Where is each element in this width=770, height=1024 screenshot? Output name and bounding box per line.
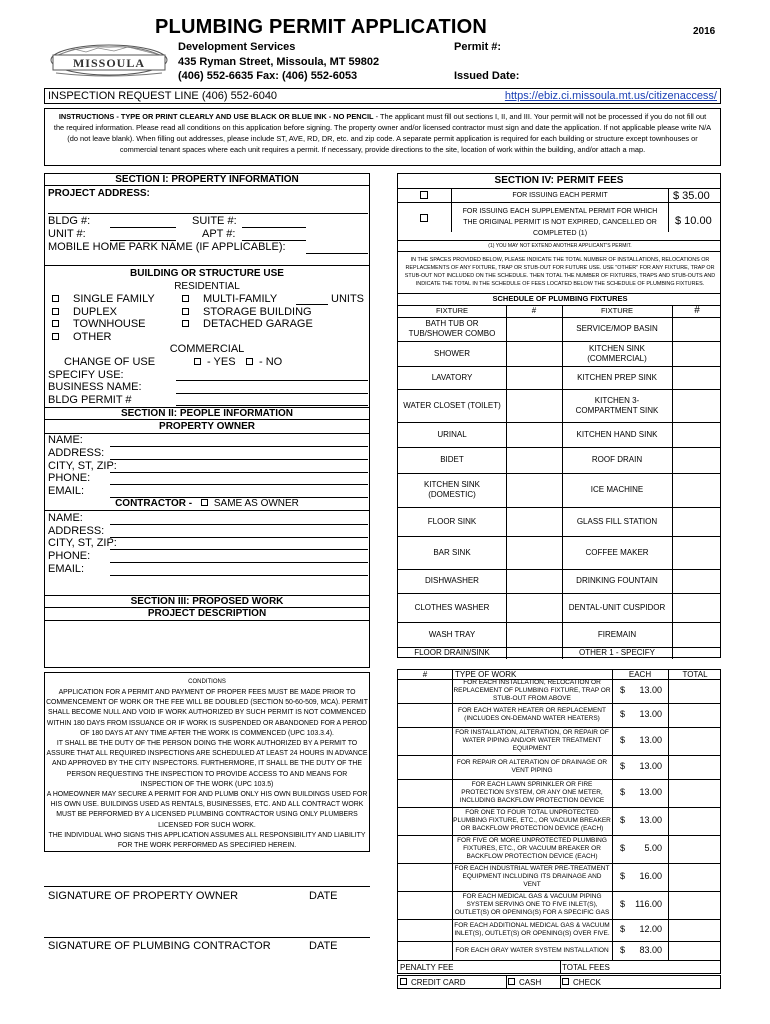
instructions-heading: INSTRUCTIONS - TYPE OR PRINT CLEARLY AND USE BLACK OR BLUE INK - NO PENCIL xyxy=(58,112,374,121)
contractor-email-label: EMAIL: xyxy=(48,563,85,575)
checkbox[interactable] xyxy=(52,295,59,302)
citizen-access-link[interactable]: https://ebiz.ci.missoula.mt.us/citizenaccess/ xyxy=(504,90,717,102)
work-total-header: TOTAL xyxy=(682,669,708,679)
owner-name-field[interactable] xyxy=(110,446,368,447)
fixture-left-10: CLOTHES WASHER xyxy=(414,602,490,612)
checkbox[interactable] xyxy=(182,295,189,302)
fixture-right-12: OTHER 1 - SPECIFY xyxy=(578,648,655,657)
fixture-left-count[interactable] xyxy=(507,422,561,447)
fixture-right-count[interactable] xyxy=(673,622,721,647)
bldg-permit-field[interactable] xyxy=(176,405,368,406)
fixture-right-6: ICE MACHINE xyxy=(590,485,644,494)
work-total-8[interactable] xyxy=(669,891,721,919)
mobile-home-label: MOBILE HOME PARK NAME (IF APPLICABLE): xyxy=(48,241,286,253)
work-count-0[interactable] xyxy=(398,679,452,703)
checkbox[interactable] xyxy=(182,320,189,327)
change-of-use-no[interactable] xyxy=(246,356,282,368)
penalty-fee-label: PENALTY FEE xyxy=(400,963,454,972)
page-title: PLUMBING PERMIT APPLICATION xyxy=(155,16,488,38)
work-fee-5: 13.00 xyxy=(639,815,662,825)
work-type-1: FOR EACH WATER HEATER OR REPLACEMENT (INCLUDES ON-DEMAND WATER HEATERS) xyxy=(458,707,606,722)
fixture-left-count[interactable] xyxy=(507,622,561,647)
work-total-3[interactable] xyxy=(669,755,721,779)
num-col-header-right: # xyxy=(694,305,700,316)
work-fee-dollar-6: $ xyxy=(620,843,626,853)
fixture-left-5: BIDET xyxy=(440,455,464,464)
note-extend-permit: (1) YOU MAY NOT EXTEND ANOTHER APPLICANT'S PERMIT. xyxy=(488,242,632,249)
work-type-7: FOR EACH INDUSTRIAL WATER PRE-TREATMENT EQUIPMENT INCLUDING ITS DRAINAGE AND VENT xyxy=(454,865,610,888)
section-3-title: SECTION III: PROPOSED WORK xyxy=(44,595,370,608)
fixture-right-count[interactable] xyxy=(673,317,721,341)
fee-1-label: FOR ISSUING EACH PERMIT xyxy=(512,191,608,199)
work-total-1[interactable] xyxy=(669,703,721,727)
work-fee-8: 116.00 xyxy=(635,899,662,909)
project-address-label: PROJECT ADDRESS: xyxy=(48,188,150,199)
specify-use-label: SPECIFY USE: xyxy=(48,369,124,381)
credit-card-option[interactable] xyxy=(400,978,466,987)
fixture-left-count[interactable] xyxy=(507,507,561,536)
project-description-field[interactable] xyxy=(45,622,369,667)
work-total-4[interactable] xyxy=(669,779,721,807)
dept-name: Development Services xyxy=(178,41,296,53)
work-count-5[interactable] xyxy=(398,807,452,835)
fixture-left-8: BAR SINK xyxy=(433,547,471,557)
townhouse-label: TOWNHOUSE xyxy=(73,318,146,330)
checkbox[interactable] xyxy=(52,320,59,327)
owner-city-field[interactable] xyxy=(110,472,368,473)
fixture-right-1: KITCHEN SINK (COMMERCIAL) xyxy=(587,343,647,363)
fixture-left-9: DISHWASHER xyxy=(425,576,479,585)
mobile-home-field[interactable] xyxy=(306,253,368,254)
work-total-7[interactable] xyxy=(669,863,721,891)
note-schedule-instructions: IN THE SPACES PROVIDED BELOW, PLEASE INDICATE THE TOTAL NUMBER OF INSTALLATIONS, RELOCATIONS OR REPLACEMENTS OF ANY FIXTURE, TRAP OR STUB-OUT FOR FUTURE USE. USE "OTHER" FOR ANY FIXTURE, TRAP OR STUB-OUT NOT INCLUDED ON THE SCHEDULE. THEN TOTAL THE NUMBER OF FIXTURES, TRAPS AND STUB-OUTS AND INDICATE THE TOTAL IN THE SCHEDULE OF FEES LOCATED BELOW THE SCHEDULE OF PLUMBING FIXTURES. xyxy=(404,257,716,287)
work-count-9[interactable] xyxy=(398,919,452,941)
checkbox[interactable] xyxy=(400,978,407,985)
owner-email-label: EMAIL: xyxy=(48,485,85,497)
contractor-date-label: DATE xyxy=(309,940,338,952)
issued-date-label: Issued Date: xyxy=(454,70,520,82)
fixture-right-count[interactable] xyxy=(673,647,721,659)
work-total-2[interactable] xyxy=(669,727,721,755)
work-count-2[interactable] xyxy=(398,727,452,755)
specify-use-field[interactable] xyxy=(176,380,368,381)
work-fee-dollar-1: $ xyxy=(620,709,626,719)
fixture-left-count[interactable] xyxy=(507,536,561,569)
business-name-field[interactable] xyxy=(176,393,368,394)
fixture-left-count[interactable] xyxy=(507,341,561,366)
work-fee-dollar-3: $ xyxy=(620,761,626,771)
checkbox[interactable] xyxy=(562,978,569,985)
multi-family-label: MULTI-FAMILY xyxy=(203,293,278,305)
fixture-left-count[interactable] xyxy=(507,447,561,473)
form-year: 2016 xyxy=(693,26,716,37)
work-count-3[interactable] xyxy=(398,755,452,779)
conditions-title: CONDITIONS xyxy=(188,679,226,685)
fixture-right-4: KITCHEN HAND SINK xyxy=(576,429,658,439)
work-total-6[interactable] xyxy=(669,835,721,863)
fee-2-label: FOR ISSUING EACH SUPPLEMENTAL PERMIT FOR WHICH THE ORIGINAL PERMIT IS NOT EXPIRED, CANCELLED OR COMPLETED (1) xyxy=(462,207,658,237)
fixture-right-count[interactable] xyxy=(673,507,721,536)
fixture-left-0: BATH TUB OR TUB/SHOWER COMBO xyxy=(408,319,496,338)
missoula-logo xyxy=(48,43,170,77)
contractor-phone-label: PHONE: xyxy=(48,550,91,562)
fee-1-checkbox[interactable] xyxy=(420,191,428,199)
project-description-title: PROJECT DESCRIPTION xyxy=(147,608,267,619)
schedule-title: SCHEDULE OF PLUMBING FIXTURES xyxy=(492,294,628,303)
business-name-label: BUSINESS NAME: xyxy=(48,381,142,393)
suite-field[interactable] xyxy=(242,227,306,228)
work-type-4: FOR EACH LAWN SPRINKLER OR FIRE PROTECTION SYSTEM, OR ANY ONE METER, INCLUDING BACKFLOW PROTECTION DEVICE xyxy=(459,781,605,804)
units-label: UNITS xyxy=(331,293,364,305)
property-owner-title: PROPERTY OWNER xyxy=(159,421,255,432)
fixture-left-count[interactable] xyxy=(507,366,561,389)
fixture-right-5: ROOF DRAIN xyxy=(591,455,643,464)
work-type-9: FOR EACH ADDITIONAL MEDICAL GAS & VACUUM INLET(S), OUTLET(S) OR OPENING(S) OVER FIVE. xyxy=(454,922,610,937)
work-type-8: FOR EACH MEDICAL GAS & VACUUM PIPING SYSTEM SERVING ONE TO FIVE INLET(S), OUTLET(S) OR OPENING(S) FOR A SPECIFIC GAS xyxy=(454,893,610,916)
fixture-right-9: DRINKING FOUNTAIN xyxy=(576,576,658,585)
contractor-title: CONTRACTOR - xyxy=(115,498,193,509)
conditions-text: APPLICATION FOR A PERMIT AND PAYMENT OF PROPER FEES MUST BE MADE PRIOR TO COMMENCEMENT OF WORK OR THE FEE WILL BE DOUBLED (SECTION 50-60-509, MCA). PERMIT SHALL BECOME NULL AND VOID IF WORK AUTHORIZED BY SUCH PERMIT IS NOT COMMENCED WITHIN 180 DAYS FROM ISSUANCE OR IF WORK IS SUSPENDED OR ABANDONED FOR A PEROD OF 180 DAYS AT ANY TIME AFTER THE WORK IS COMMENCED (UPC 103.3.4). IT SHALL BE THE DUTY OF THE PERSON DOING THE WORK AUTHORIZED BY A PERMIT TO ASSURE THAT ALL REQUIRED INSPECTIONS ARE SCHEDULED AT LEAST 24 HOURS IN ADVANCE AND APPROVED BY THE CITY INSPECTORS. FURTHERMORE, IT SHALL BE THE DUTY OF THE PERSON REQUESTING THE INSPECTION TO PROVIDE ACCESS TO AND MEANS FOR INSPECTION OF THE WORK (UPC 103.5) A HOMEOWNER MAY SECURE A PERMIT FOR AND PLUMB ONLY HIS OWN BUILDINGS USED FOR HIS OWN USE. BUILDINGS USED AS RENTALS, BUSINESSES, ETC. AND ALL CONTRACT WORK MUST BE PERFORMED BY A LICENSED PLUMBING CONTRACTOR USING ONLY PLUMBERS LICENSED FOR SUCH WORK. THE INDIVIDUAL WHO SIGNS THIS APPLICATION ASSUMES ALL RESPONSIBILITY AND LIABILITY FOR THE WORK PERFORMED AS SPECIFIED HEREIN. xyxy=(46,689,368,850)
work-type-10: FOR EACH GRAY WATER SYSTEM INSTALLATION xyxy=(455,946,609,954)
inspection-line: INSPECTION REQUEST LINE (406) 552-6040 xyxy=(48,90,278,102)
work-fee-4: 13.00 xyxy=(639,787,662,797)
contractor-phone-field[interactable] xyxy=(110,562,368,563)
contractor-city-label: CITY, ST, ZIP: xyxy=(48,537,117,549)
yes-label: - YES xyxy=(207,356,236,368)
work-total-0[interactable] xyxy=(669,679,721,703)
contractor-city-field[interactable] xyxy=(110,549,368,550)
dept-phone-fax: (406) 552-6635 Fax: (406) 552-6053 xyxy=(178,70,358,82)
contractor-address-label: ADDRESS: xyxy=(48,525,105,537)
num-col-header-left: # xyxy=(531,306,537,315)
fixture-right-count[interactable] xyxy=(673,341,721,366)
work-count-8[interactable] xyxy=(398,891,452,919)
fixture-col-header-left: FIXTURE xyxy=(435,306,469,315)
checkbox[interactable] xyxy=(194,358,201,365)
penalty-total-row xyxy=(397,960,721,974)
contractor-name-label: NAME: xyxy=(48,512,83,524)
work-fee-dollar-4: $ xyxy=(620,787,626,797)
work-fee-7: 16.00 xyxy=(639,871,662,881)
work-fee-6: 5.00 xyxy=(644,843,662,853)
fixture-left-count[interactable] xyxy=(507,317,561,341)
fixture-right-count[interactable] xyxy=(673,447,721,473)
inspection-bar xyxy=(44,88,721,104)
owner-phone-field[interactable] xyxy=(110,484,368,485)
owner-signature-label: SIGNATURE OF PROPERTY OWNER xyxy=(48,890,239,902)
fixture-left-count[interactable] xyxy=(507,647,561,659)
contractor-address-field[interactable] xyxy=(110,537,368,538)
fixture-right-3: KITCHEN 3-COMPARTMENT SINK xyxy=(575,395,659,415)
fixture-left-count[interactable] xyxy=(507,473,561,507)
checkbox[interactable] xyxy=(182,308,189,315)
work-fee-dollar-7: $ xyxy=(620,871,626,881)
fixture-left-7: FLOOR SINK xyxy=(427,516,477,526)
fee-2-checkbox[interactable] xyxy=(420,214,428,222)
permit-number-label: Permit #: xyxy=(454,41,502,53)
checkbox[interactable] xyxy=(52,308,59,315)
no-label: - NO xyxy=(259,356,283,368)
work-fee-3: 13.00 xyxy=(639,761,662,771)
work-fee-dollar-9: $ xyxy=(620,924,626,934)
fixture-left-count[interactable] xyxy=(507,593,561,622)
work-fee-0: 13.00 xyxy=(639,685,662,695)
fixture-left-11: WASH TRAY xyxy=(428,629,476,639)
instructions-text: - The applicant must fill out sections I, II, and III. Your permit will not be processed if you do not fill out the required information. Please read all conditions on this application before signing. The property owner and/or licensed contractor must sign and date the application. If not applicable please write N/A (do not leave blank). When filling out addresses, please include ST, AVE, RD, DR, etc. and zip code. A separate permit application is required for each building or structure except townhouses or commercial tenant spaces where each unit requires a permit. If necessary, provide directions to the site, location of work within the building, and/or attach a map. xyxy=(53,112,712,154)
credit-card-label: CREDIT CARD xyxy=(411,978,466,987)
work-type-0: FOR EACH INSTALLATION, RELOCATION OR REPLACEMENT OF PLUMBING FIXTURE, TRAP OR STUB-OUT FROM ABOVE xyxy=(453,679,611,702)
single-family-label: SINGLE FAMILY xyxy=(73,293,155,305)
instructions-box xyxy=(44,108,721,166)
fixture-left-6: KITCHEN SINK (DOMESTIC) xyxy=(423,480,480,499)
work-count-1[interactable] xyxy=(398,703,452,727)
logo-text: MISSOULA xyxy=(72,56,145,70)
storage-building-label: STORAGE BUILDING xyxy=(203,306,312,318)
work-count-10[interactable] xyxy=(398,941,452,960)
section-4-title: SECTION IV: PERMIT FEES xyxy=(494,175,624,186)
single-family-option[interactable] xyxy=(52,293,155,305)
checkbox[interactable] xyxy=(508,978,515,985)
contractor-email-field[interactable] xyxy=(110,575,368,576)
work-type-3: FOR REPAIR OR ALTERATION OF DRAINAGE OR VENT PIPING xyxy=(456,759,608,774)
dept-address: 435 Ryman Street, Missoula, MT 59802 xyxy=(178,56,380,68)
bldg-field[interactable] xyxy=(110,227,176,228)
fixture-right-0: SERVICE/MOP BASIN xyxy=(576,324,658,333)
work-num-header: # xyxy=(422,669,428,679)
same-as-owner-option[interactable] xyxy=(201,498,299,509)
bldg-label: BLDG #: xyxy=(48,215,91,227)
owner-name-label: NAME: xyxy=(48,434,83,446)
fixture-right-2: KITCHEN PREP SINK xyxy=(577,372,657,382)
work-fee-1: 13.00 xyxy=(639,709,662,719)
fixture-left-count[interactable] xyxy=(507,569,561,593)
owner-address-label: ADDRESS: xyxy=(48,447,105,459)
owner-address-field[interactable] xyxy=(110,459,368,460)
fixture-right-count[interactable] xyxy=(673,422,721,447)
fixture-left-12: FLOOR DRAIN/SINK xyxy=(414,648,490,657)
check-option[interactable] xyxy=(562,978,601,987)
cash-option[interactable] xyxy=(508,978,541,987)
work-count-7[interactable] xyxy=(398,863,452,891)
contractor-name-field[interactable] xyxy=(110,524,368,525)
work-fee-dollar-10: $ xyxy=(620,944,626,955)
duplex-option[interactable] xyxy=(52,306,117,318)
townhouse-option[interactable] xyxy=(52,318,146,330)
same-as-owner-label: SAME AS OWNER xyxy=(213,498,299,509)
work-fee-dollar-5: $ xyxy=(620,815,626,825)
work-count-4[interactable] xyxy=(398,779,452,807)
storage-building-option[interactable] xyxy=(182,306,312,318)
residential-label: RESIDENTIAL xyxy=(174,281,240,292)
commercial-label: COMMERCIAL xyxy=(169,343,245,355)
total-fees-label: TOTAL FEES xyxy=(562,963,610,972)
fixture-col-header-right: FIXTURE xyxy=(600,306,634,315)
work-fee-table xyxy=(397,669,721,961)
work-fee-2: 13.00 xyxy=(639,735,662,745)
duplex-label: DUPLEX xyxy=(73,306,118,318)
work-fee-9: 12.00 xyxy=(639,924,662,934)
work-type-2: FOR INSTALLATION, ALTERATION, OR REPAIR OF WATER PIPING AND/OR WATER TREATMENT EQUIPMENT xyxy=(455,729,609,752)
fixture-left-1: SHOWER xyxy=(434,348,470,358)
fixture-left-count[interactable] xyxy=(507,389,561,422)
work-total-5[interactable] xyxy=(669,807,721,835)
detached-garage-option[interactable] xyxy=(182,318,313,330)
checkbox[interactable] xyxy=(52,333,59,340)
fixture-right-8: COFFEE MAKER xyxy=(585,547,649,557)
work-type-5: FOR ONE TO FOUR TOTAL UNPROTECTED PLUMBING FIXTURE, ETC., OR VACUUM BREAKER OR BACKFLOW PROTECTION DEVICE (EACH) xyxy=(453,809,611,832)
building-use-title: BUILDING OR STRUCTURE USE xyxy=(130,268,284,279)
fixture-right-count[interactable] xyxy=(673,569,721,593)
section-2-title: SECTION II: PEOPLE INFORMATION xyxy=(44,407,370,420)
payment-row xyxy=(397,975,721,989)
owner-date-label: DATE xyxy=(309,890,338,902)
multi-family-option[interactable] xyxy=(182,293,277,305)
change-of-use-yes[interactable] xyxy=(194,356,236,368)
fixture-right-count[interactable] xyxy=(673,536,721,569)
work-each-header: EACH xyxy=(628,669,652,679)
suite-label: SUITE #: xyxy=(192,215,237,227)
fixture-left-2: LAVATORY xyxy=(431,372,473,382)
unit-label: UNIT #: xyxy=(48,228,86,240)
work-fee-dollar-2: $ xyxy=(620,735,626,745)
section-1-title: SECTION I: PROPERTY INFORMATION xyxy=(44,173,370,186)
contractor-title-row xyxy=(44,498,370,509)
fee-1-amount: $ 35.00 xyxy=(673,190,710,202)
fixture-right-7: GLASS FILL STATION xyxy=(576,516,658,526)
work-fee-dollar-8: $ xyxy=(620,899,626,909)
detached-garage-label: DETACHED GARAGE xyxy=(203,318,313,330)
cash-label: CASH xyxy=(519,978,542,987)
fixture-right-10: DENTAL-UNIT CUSPIDOR xyxy=(568,602,666,612)
bldg-permit-label: BLDG PERMIT # xyxy=(48,394,132,406)
fixture-left-4: URINAL xyxy=(437,429,467,439)
section-4-box xyxy=(397,173,721,658)
fixture-right-count[interactable] xyxy=(673,473,721,507)
work-count-6[interactable] xyxy=(398,835,452,863)
checkbox[interactable] xyxy=(246,358,253,365)
owner-phone-label: PHONE: xyxy=(48,472,91,484)
multi-family-units-field[interactable] xyxy=(296,304,328,305)
work-fee-10: 83.00 xyxy=(639,944,662,955)
contractor-signature-label: SIGNATURE OF PLUMBING CONTRACTOR xyxy=(48,940,271,952)
apt-label: APT #: xyxy=(202,228,236,240)
other-option[interactable] xyxy=(52,331,112,343)
check-label: CHECK xyxy=(573,978,602,987)
other-label: OTHER xyxy=(73,331,112,343)
fee-2-amount: $ 10.00 xyxy=(675,215,712,227)
fixture-right-11: FIREMAIN xyxy=(597,629,637,639)
work-total-9[interactable] xyxy=(669,919,721,941)
work-total-10[interactable] xyxy=(669,941,721,960)
fixture-right-count[interactable] xyxy=(673,366,721,389)
owner-city-label: CITY, ST, ZIP: xyxy=(48,460,117,472)
work-type-header: TYPE OF WORK xyxy=(455,670,517,679)
work-fee-dollar-0: $ xyxy=(620,685,626,695)
checkbox[interactable] xyxy=(201,499,208,506)
change-of-use-label: CHANGE OF USE xyxy=(64,356,156,368)
work-type-6: FOR FIVE OR MORE UNPROTECTED PLUMBING FIXTURES, ETC., OR VACUUM BREAKER OR BACKFLOW PROTECTION DEVICE (EACH) xyxy=(457,837,607,860)
contractor-signature-field[interactable] xyxy=(44,937,370,938)
fixture-left-3: WATER CLOSET (TOILET) xyxy=(403,400,501,410)
fixture-right-count[interactable] xyxy=(673,389,721,422)
fixture-right-count[interactable] xyxy=(673,593,721,622)
